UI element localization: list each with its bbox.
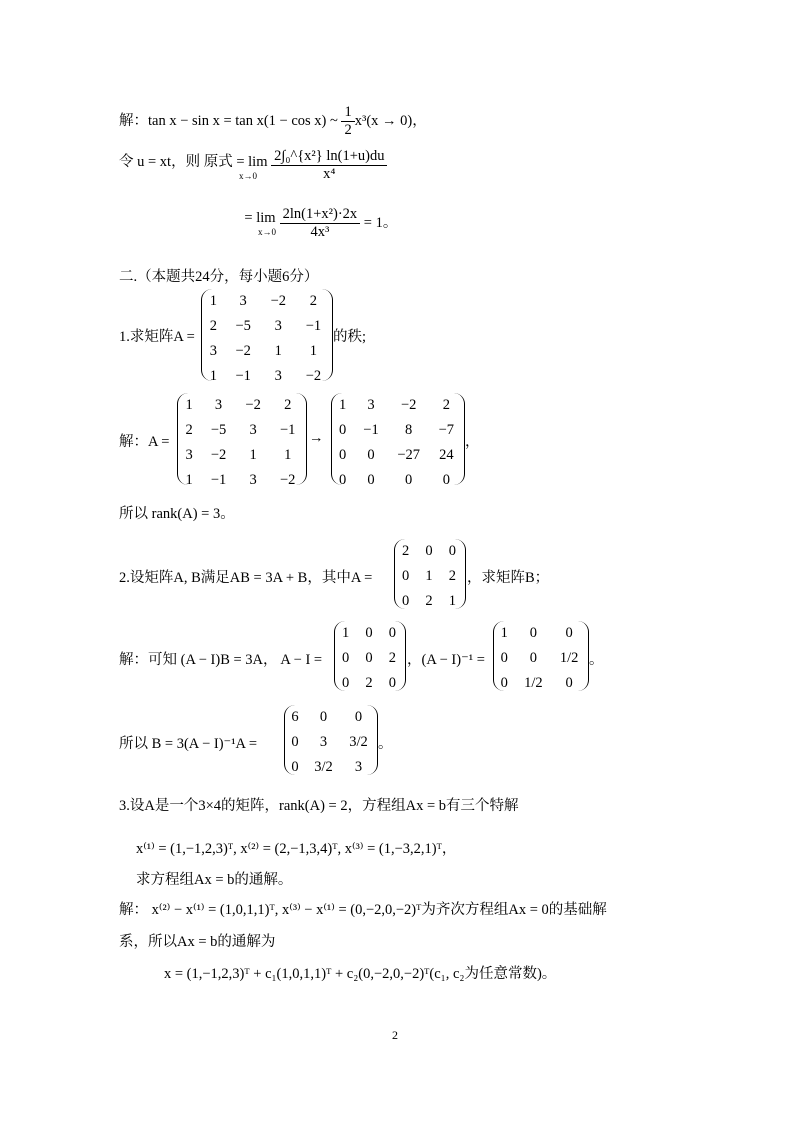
matrix-cell: 2: [388, 650, 396, 666]
solution-label: 解：: [119, 112, 148, 129]
q2-matrix-B: [284, 705, 376, 780]
q1-matrix-A-solution: [177, 393, 305, 493]
half-fraction: $\frac{1}{2}$: [341, 104, 354, 139]
matrix-cell: 0: [339, 422, 347, 438]
q2-inverse-label: ，(A − I)⁻¹ =: [407, 652, 485, 668]
q1-matrix-A: [201, 289, 331, 389]
q2-matrix-inverse: [493, 621, 587, 696]
matrix-cell: 1: [309, 343, 318, 359]
matrix-cell: 1: [448, 593, 456, 609]
matrix-cell: 1: [425, 568, 433, 584]
document-page: 解：tan x − sin x = tan x(1 − cos x) ~ $\frac{1}{2}$ x³(x → 0)， 令 u = xt，则 原式 = lim x→0 $\frac{\text{2∫₀\textasciicircum{}\{x²\} ln(1+u)du}}{\text{x⁴}}$ = lim x→0 $\frac{\text{2ln(1+x²)·2x}}{\text{4x³}}$ = 1。 二.（本题共24分，每小题6分） 1.求矩阵A = 1 3 −2 2 2 −5 3 −1 3 −2 1 1 1 −1 3 −2 的秩; 解：A = 1 3 −2 2 2 −5 3 −1 3 −2 1 1 1 −1 3 −2 → 1 3 −2 2 0 −1 8 −7 0 0 −27 24 0 0 0 0 ， 所以 rank(A) = 3。 2.设矩阵A, B满足AB = 3A + B，其中A = 2 0 0 0 1 2 0 2 1 ，求矩阵B； 解：可知 (A − I)B = 3A， A − I = 1 0 0 0 0 2 0 2 0 ，(A − I)⁻¹ = 1 0 0 0 0 1/2 0 1/2 0 。 所以 B = 3(A − I)⁻¹A = 6 0 0 0 3 3/2 0 3/2 3 。 3.设A是一个3×4的矩阵，rank(A) = 2，方程组Ax = b有三个特解 x⁽¹⁾ = (1,−1,2,3)ᵀ, x⁽²⁾ = (2,−1,3,4)ᵀ, x⁽³⁾ = (1,−3,2,1)ᵀ， 求方程组Ax = b的通解。 解： x⁽²⁾ − x⁽¹⁾ = (1,0,1,1)ᵀ, x⁽³⁾ − x⁽¹⁾ = (0,−2,0,−2)ᵀ为齐次方程组Ax = 0的基础解 系，所以Ax = b的通解为 x = (1,−1,2,3)ᵀ + c₁(1,0,1,1)ᵀ + c₂(0,−2,0,−2)ᵀ(c₁, c₂为任意常数)。 2: [119, 104, 607, 1042]
matrix-cell: −1: [305, 318, 322, 334]
q1-prompt-suffix: 的秩;: [333, 329, 367, 345]
step2-fraction: $\frac{\text{2ln(1+x²)·2x}}{\text{4x³}}$: [280, 206, 361, 241]
matrix-cell: 2: [284, 397, 292, 413]
q2-matrix-A: [394, 539, 464, 614]
matrix-cell: 0: [442, 472, 450, 488]
matrix-cell: 0: [365, 625, 373, 641]
matrix-cell: 8: [405, 422, 413, 438]
matrix-cell: −27: [397, 447, 420, 463]
matrix-cell: 0: [500, 650, 508, 666]
matrix-cell: −2: [270, 293, 286, 309]
matrix-cell: 2: [365, 675, 373, 691]
matrix-cell: −2: [245, 397, 261, 413]
q2-conclusion-prefix: 所以 B = 3(A − I)⁻¹A =: [119, 736, 258, 752]
substitution-line: 令 u = xt，则 原式 = lim x→0 $\frac{\text{2∫₀\textasciicircum{}\{x²\} ln(1+u)du}}{\text{x⁴}}$: [119, 148, 387, 183]
q2-solution-prefix: 解：可知 (A − I)B = 3A， A − I =: [119, 652, 323, 668]
matrix-cell: 24: [439, 447, 454, 463]
matrix-cell: 3: [239, 293, 247, 309]
matrix-cell: 0: [402, 568, 410, 584]
matrix-cell: 3: [274, 318, 282, 334]
matrix-cell: 2: [209, 318, 217, 334]
q3-solution-line2: 系，所以Ax = b的通解为: [119, 934, 276, 950]
matrix-cell: 0: [339, 447, 347, 463]
matrix-cell: 3/2: [314, 759, 333, 775]
matrix-cell: 1/2: [524, 675, 543, 691]
matrix-cell: 0: [342, 675, 350, 691]
matrix-cell: 1: [274, 343, 282, 359]
matrix-cell: 3/2: [349, 734, 368, 750]
matrix-cell: −1: [279, 422, 296, 438]
matrix-cell: 0: [319, 709, 328, 725]
q2-matrix-AmI: [334, 621, 404, 696]
matrix-cell: 1: [249, 447, 257, 463]
page-number: 2: [392, 1028, 398, 1042]
matrix-cell: 1: [185, 397, 193, 413]
matrix-cell: −2: [279, 472, 296, 488]
matrix-cell: 1: [339, 397, 347, 413]
matrix-cell: 1: [342, 625, 350, 641]
matrix-cell: 0: [339, 472, 347, 488]
q2-prompt-suffix: ，求矩阵B；: [467, 570, 550, 586]
matrix-cell: 0: [388, 675, 396, 691]
matrix-cell: 1/2: [559, 650, 579, 666]
matrix-cell: 3: [209, 343, 217, 359]
matrix-cell: 0: [565, 625, 573, 641]
q3-solution-line1: 解： x⁽²⁾ − x⁽¹⁾ = (1,0,1,1)ᵀ, x⁽³⁾ − x⁽¹⁾ = (0,−2,0,−2)ᵀ为齐次方程组Ax = 0的基础解: [119, 902, 607, 918]
matrix-cell: 0: [365, 650, 373, 666]
matrix-cell: 1: [185, 472, 193, 488]
matrix-cell: 0: [425, 543, 433, 559]
matrix-cell: −5: [210, 422, 227, 438]
matrix-cell: 3: [274, 368, 282, 384]
matrix-cell: −1: [235, 368, 251, 384]
matrix-cell: −1: [363, 422, 379, 438]
matrix-cell: 3: [249, 472, 257, 488]
matrix-cell: 2: [425, 593, 433, 609]
matrix-cell: 6: [291, 709, 299, 725]
matrix-cell: 0: [529, 625, 537, 641]
matrix-cell: −5: [235, 318, 251, 334]
matrix-cell: 0: [500, 675, 508, 691]
q1-solution-prefix: 解：A =: [119, 434, 170, 450]
matrix-cell: 2: [309, 293, 318, 309]
matrix-cell: 0: [367, 447, 375, 463]
integral-fraction: $\frac{\text{2∫₀\textasciicircum{}\{x²\} ln(1+u)du}}{\text{x⁴}}$: [271, 148, 387, 183]
matrix-cell: 3: [249, 422, 257, 438]
matrix-cell: −1: [210, 472, 227, 488]
matrix-cell: 2: [442, 397, 450, 413]
matrix-cell: −2: [210, 447, 227, 463]
matrix-cell: 2: [185, 422, 193, 438]
matrix-cell: 3: [185, 447, 193, 463]
q1-matrix-reduced: [331, 393, 463, 493]
matrix-cell: 0: [448, 543, 456, 559]
limit-step2-line: = lim x→0 $\frac{\text{2ln(1+x²)·2x}}{\text{4x³}}$ = 1。: [244, 206, 398, 240]
matrix-cell: 1: [209, 368, 217, 384]
matrix-cell: 3: [354, 759, 363, 775]
matrix-cell: 0: [529, 650, 537, 666]
matrix-cell: 0: [291, 759, 299, 775]
q1-conclusion: 所以 rank(A) = 3。: [119, 506, 235, 522]
matrix-cell: 0: [402, 593, 410, 609]
q2-prompt-prefix: 2.设矩阵A, B满足AB = 3A + B，其中A =: [119, 570, 373, 586]
matrix-cell: 0: [388, 625, 396, 641]
matrix-cell: −2: [305, 368, 322, 384]
limit-equivalence-line: 解：tan x − sin x = tan x(1 − cos x) ~ $\frac{1}{2}$ x³(x → 0)，: [119, 104, 427, 138]
matrix-cell: 3: [367, 397, 375, 413]
q1-prompt-prefix: 1.求矩阵A =: [119, 329, 195, 345]
q3-general-solution: x = (1,−1,2,3)ᵀ + c₁(1,0,1,1)ᵀ + c₂(0,−2,0,−2)ᵀ(c₁, c₂为任意常数)。: [164, 966, 557, 982]
matrix-cell: 1: [284, 447, 292, 463]
matrix-cell: 0: [342, 650, 350, 666]
matrix-cell: 0: [291, 734, 299, 750]
matrix-cell: 1: [209, 293, 217, 309]
matrix-cell: 3: [214, 397, 223, 413]
matrix-cell: −7: [438, 422, 455, 438]
matrix-cell: 0: [354, 709, 363, 725]
matrix-cell: 2: [402, 543, 410, 559]
matrix-cell: 0: [405, 472, 413, 488]
matrix-cell: 2: [448, 568, 456, 584]
matrix-cell: −2: [235, 343, 251, 359]
q3-prompt-line2: x⁽¹⁾ = (1,−1,2,3)ᵀ, x⁽²⁾ = (2,−1,3,4)ᵀ, x⁽³⁾ = (1,−3,2,1)ᵀ，: [136, 841, 457, 857]
matrix-cell: −2: [400, 397, 417, 413]
q3-prompt-line1: 3.设A是一个3×4的矩阵，rank(A) = 2，方程组Ax = b有三个特解: [119, 798, 519, 814]
q3-prompt-line3: 求方程组Ax = b的通解。: [136, 872, 293, 888]
matrix-cell: 0: [367, 472, 375, 488]
matrix-cell: 1: [500, 625, 508, 641]
matrix-cell: 3: [319, 734, 328, 750]
row-reduce-arrow: →: [309, 430, 324, 446]
matrix-cell: 0: [565, 675, 573, 691]
section-two-heading: 二.（本题共24分，每小题6分）: [119, 269, 319, 285]
